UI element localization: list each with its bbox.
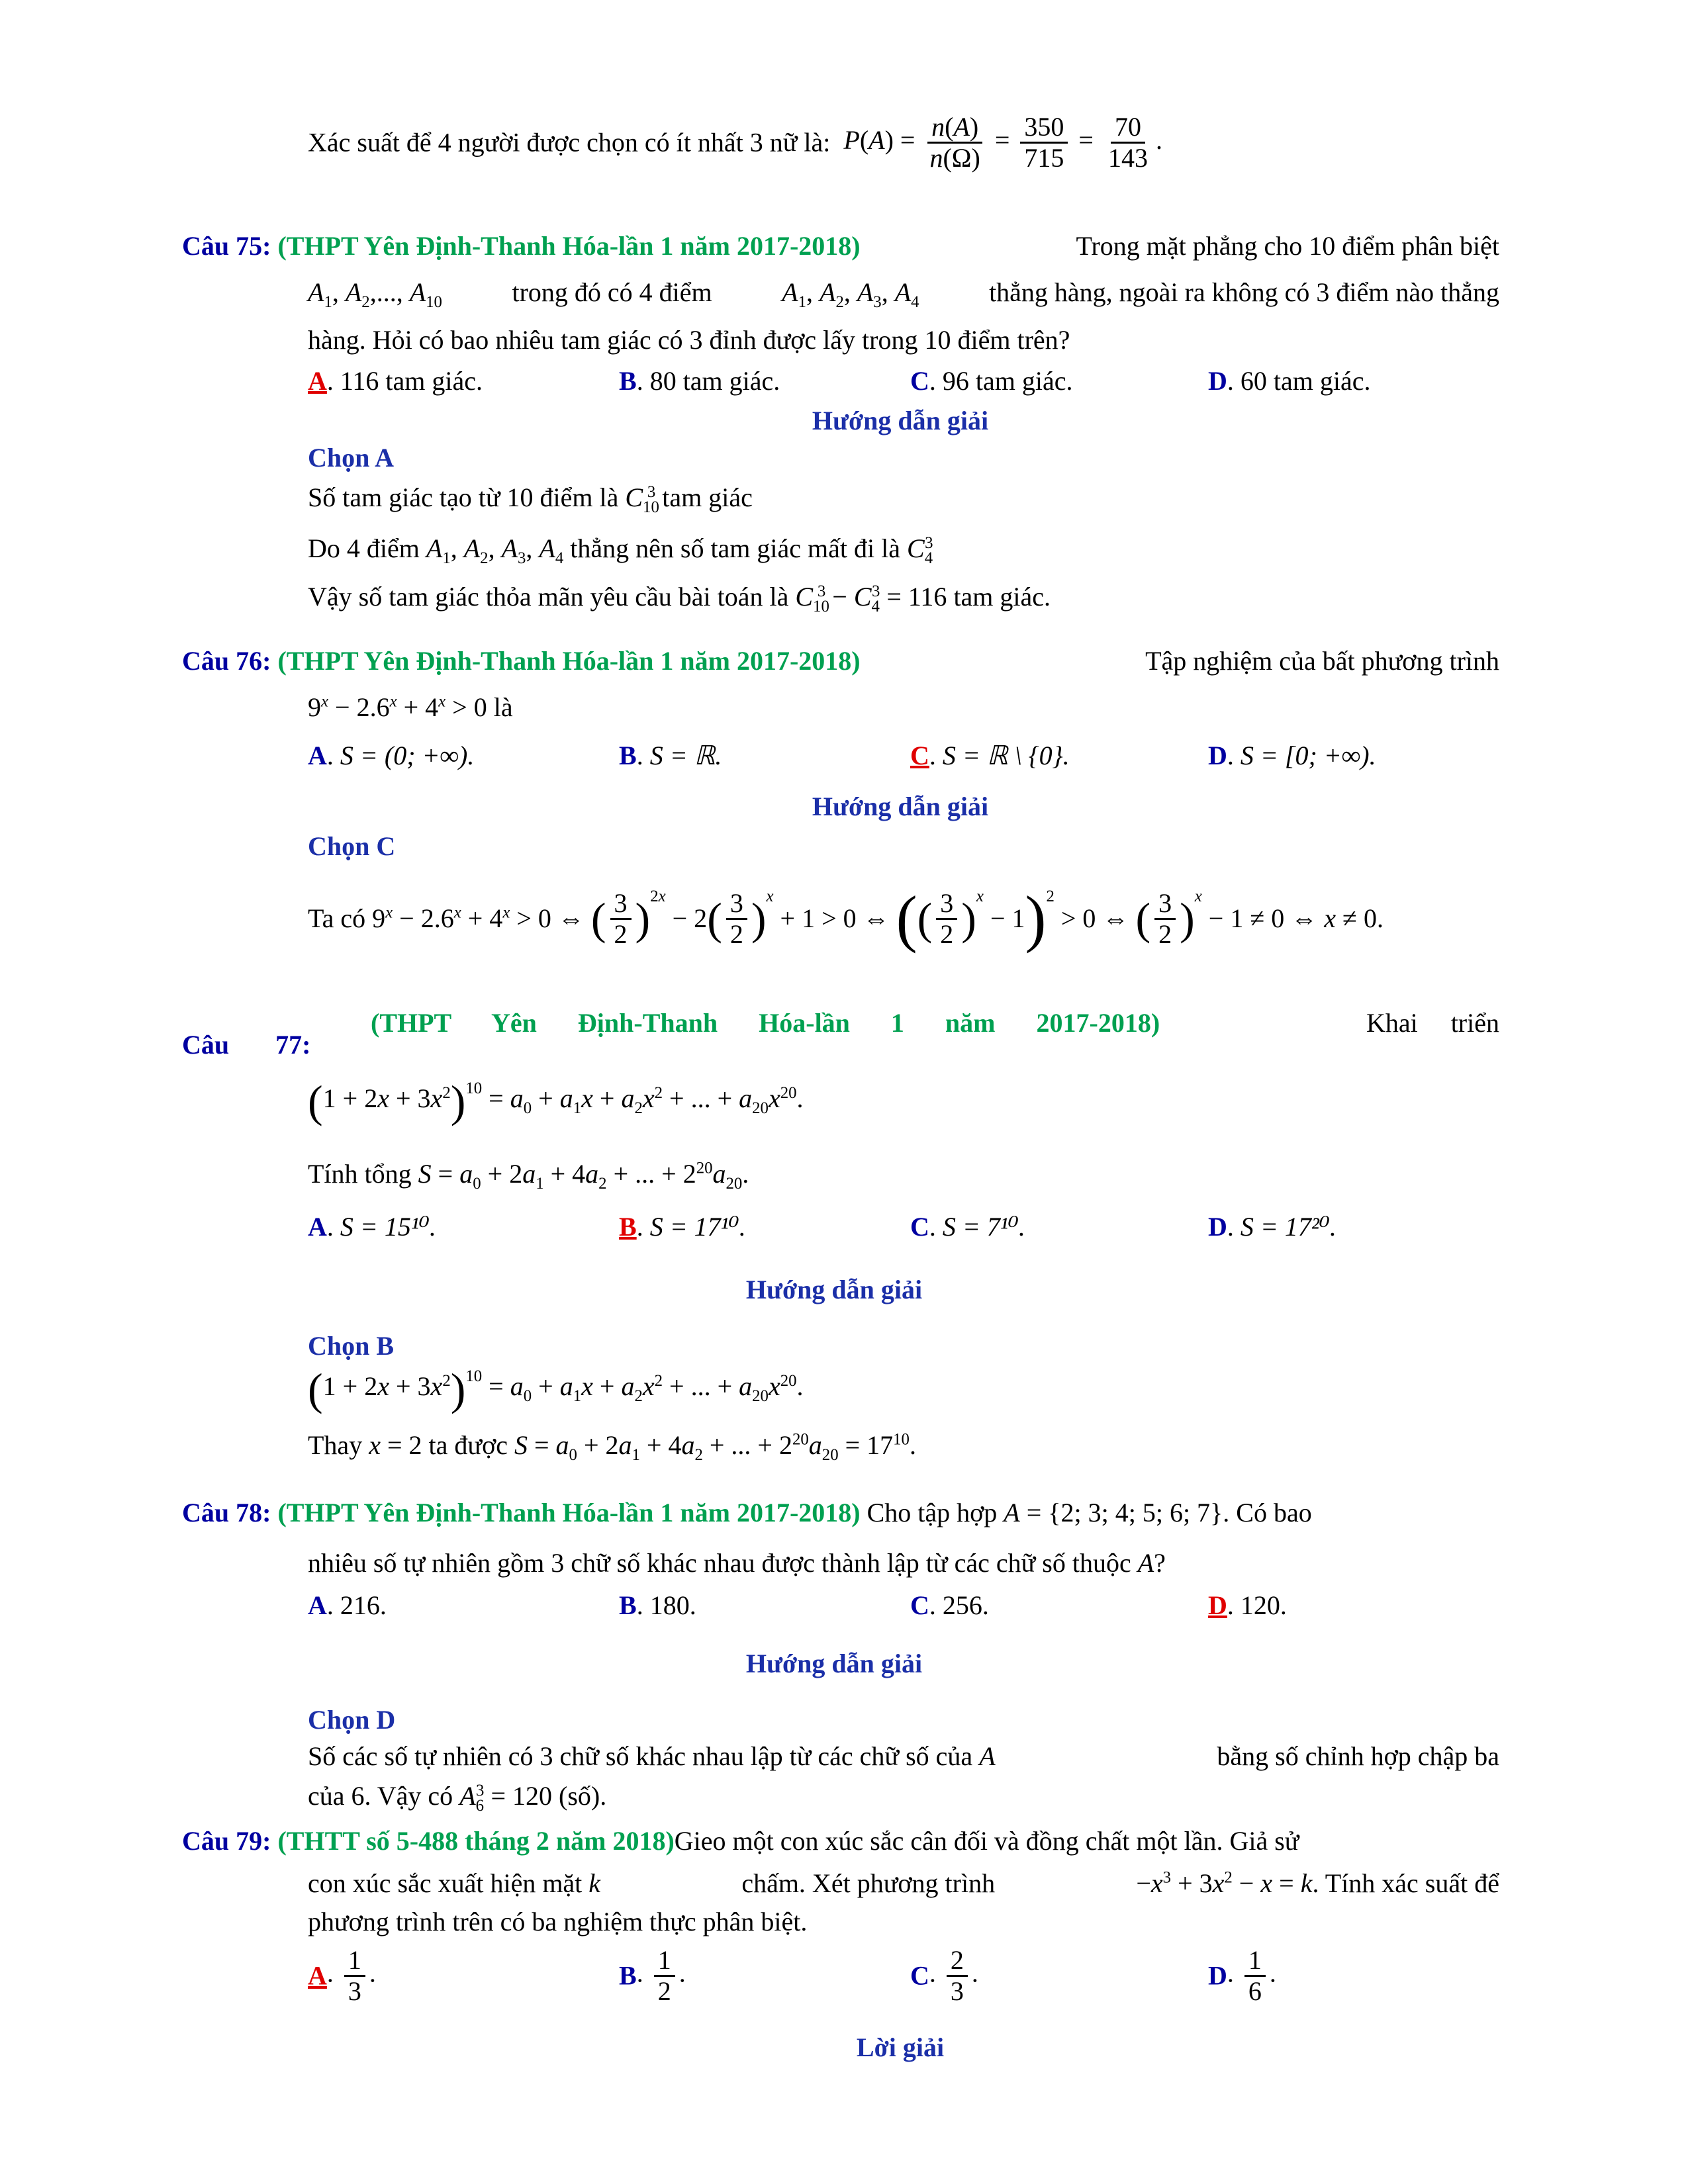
q75-stem-2a: trong đó có 4 điểm	[512, 277, 712, 307]
q76-option-c[interactable]: C. S = ℝ \ {0}.	[910, 741, 1070, 770]
q75-line2	[308, 277, 1499, 312]
q75-solution-2: Do 4 điểm $A_1$, $A_2$, $A_3$, $A_4$ thẳng nên số tam giác mất đi là $C_4^3$	[308, 533, 933, 567]
q78-stem-2: nhiêu số tự nhiên gồm 3 chữ số khác nhau được thành lập từ các chữ số thuộc A?	[308, 1548, 1166, 1578]
q79-solution-heading: Lời giải	[856, 2032, 945, 2062]
q79-stem-3: phương trình trên có ba nghiệm thực phân biệt.	[308, 1907, 808, 1936]
q78-option-d[interactable]: D. 120.	[1208, 1590, 1287, 1620]
q76-option-a[interactable]: A. S = (0; +∞).	[308, 741, 475, 770]
q78-option-a[interactable]: A. 216.	[308, 1590, 387, 1620]
q76-line1	[182, 645, 1499, 677]
q75-solution-1: Số tam giác tạo từ 10 điểm là $C_{10}^3$ tam giác	[308, 482, 753, 516]
q75-number: Câu 75:	[182, 231, 271, 261]
q75-solution-3: Vậy số tam giác thỏa mãn yêu cầu bài toán là $C_{10}^3 - C_4^3 = 116$ tam giác.	[308, 582, 1051, 615]
q77-solution-heading: Hướng dẫn giải	[745, 1275, 923, 1304]
q77-solution-2: Thay x = 2 ta được $S = a_0 + 2a_1 + 4a_2$ + ... + $2^{20}a_{20} = 17^{10}$.	[308, 1430, 916, 1464]
q75-points-math: $A_1$, $A_2$,..., $A_{10}$	[308, 277, 442, 311]
q76-number: Câu 76:	[182, 646, 271, 676]
q75-stem-2b: thẳng hàng, ngoài ra không có 3 điểm nào thẳng	[989, 277, 1499, 307]
q77-solution-1: $(1 + 2x + 3x^2)^{10} = a_0 + a_1x + a_2x^2$ + ... + $a_{20}x^{20}$.	[308, 1364, 804, 1414]
q78-solution-2: của 6. Vậy có $A_6^3 = 120$ (số).	[308, 1781, 607, 1815]
q77-source: (THPT Yên Định-Thanh Hóa-lần 1 năm 2017-2018)	[371, 1008, 1160, 1038]
q79-option-b[interactable]: B. $\frac{1}{2}$ .	[619, 1945, 686, 2006]
q76-option-d[interactable]: D. S = [0; +∞).	[1208, 741, 1376, 770]
q79-stem-1: Gieo một con xúc sắc cân đối và đồng chất một lần. Giả sử	[674, 1826, 1299, 1856]
q75-points4-math: $A_1$, $A_2$, $A_3$, $A_4$	[782, 277, 919, 311]
q79-line1	[182, 1825, 1499, 1857]
q78-stem-1: Cho tập hợp	[867, 1498, 998, 1527]
q78-solution-heading: Hướng dẫn giải	[745, 1649, 923, 1678]
q77-answer: Chọn B	[308, 1331, 395, 1361]
q77-option-b[interactable]: B. S = 17¹⁰.	[619, 1212, 746, 1242]
intro-formula: P(A) = $\frac{n(A)}{n(\Omega)}$ = $\frac{350}{715}$ = $\frac{70}{143}$ .	[843, 112, 1162, 173]
q77-stem-3: Tính tổng $S = a_0 + 2a_1 + 4a_2$ + ... + $2^{20}a_{20}$.	[308, 1159, 749, 1193]
q75-option-d[interactable]: D. 60 tam giác.	[1208, 366, 1371, 396]
q75-line1	[182, 230, 1499, 262]
q78-solution-1: Số các số tự nhiên có 3 chữ số khác nhau lập từ các chữ số của A bằng số chỉnh hợp chập ba	[308, 1741, 1499, 1771]
q78-option-b[interactable]: B. 180.	[619, 1590, 696, 1620]
q78-source: (THPT Yên Định-Thanh Hóa-lần 1 năm 2017-2018)	[277, 1498, 861, 1527]
q77-option-c[interactable]: C. S = 7¹⁰.	[910, 1212, 1025, 1242]
q75-source: (THPT Yên Định-Thanh Hóa-lần 1 năm 2017-2018)	[277, 231, 861, 261]
q79-option-d[interactable]: D. $\frac{1}{6}$ .	[1208, 1945, 1276, 2006]
q76-answer: Chọn C	[308, 831, 396, 861]
q75-answer: Chọn A	[308, 443, 395, 473]
q79-option-a[interactable]: A. $\frac{1}{3}$ .	[308, 1945, 376, 2006]
q75-option-c[interactable]: C. 96 tam giác.	[910, 366, 1073, 396]
q77-option-d[interactable]: D. S = 17²⁰.	[1208, 1212, 1336, 1242]
q77-number: Câu 77:	[182, 1030, 311, 1060]
q77-option-a[interactable]: A. S = 15¹⁰.	[308, 1212, 436, 1242]
q76-stem-1: Tập nghiệm của bất phương trình	[1145, 646, 1499, 676]
q75-stem-1: Trong mặt phẳng cho 10 điểm phân biệt	[1076, 231, 1499, 261]
q75-stem-3: hàng. Hỏi có bao nhiêu tam giác có 3 đỉnh được lấy trong 10 điểm trên?	[308, 325, 1070, 355]
q77-stem-1: Khai triển	[1366, 1008, 1499, 1038]
q75-option-a[interactable]: A. 116 tam giác.	[308, 366, 483, 396]
q76-source: (THPT Yên Định-Thanh Hóa-lần 1 năm 2017-2018)	[277, 646, 861, 676]
q76-stem-2: $9^x - 2.6^x + 4^x > 0$ là	[308, 692, 513, 722]
q77-expansion: $(1 + 2x + 3x^2)^{10} = a_0 + a_1x + a_2x^2$ + ... + $a_{20}x^{20}$.	[308, 1076, 804, 1126]
q77-line1	[371, 1007, 1499, 1039]
q76-solution-1: Ta có $9^x - 2.6^x + 4^x > 0$ ⇔ ( $\frac{3}{2}$ )$^{2x}$ − 2( $\frac{3}{2}$ )$^x$ + 1 > 0 ⇔ (( $\frac{3}{2}$ )$^x$ − 1)$^2$ > 0 ⇔ ( $\frac{3}{2}$ )$^x$ − 1 ≠ 0 ⇔ x ≠ 0.	[308, 883, 1383, 954]
q78-option-c[interactable]: C. 256.	[910, 1590, 989, 1620]
q75-solution-heading: Hướng dẫn giải	[812, 406, 989, 435]
q76-solution-heading: Hướng dẫn giải	[812, 792, 989, 821]
q79-line2: con xúc sắc xuất hiện mặt k chấm. Xét phương trình $-x^3 + 3x^2 - x = k$. Tính xác suất để	[308, 1868, 1499, 1898]
q78-line1: Câu 78: (THPT Yên Định-Thanh Hóa-lần 1 năm 2017-2018) Cho tập hợp A = {2; 3; 4; 5; 6; 7}. Có bao	[182, 1498, 1312, 1527]
q76-option-b[interactable]: B. S = ℝ.	[619, 741, 722, 770]
q75-option-b[interactable]: B. 80 tam giác.	[619, 366, 780, 396]
q78-number: Câu 78:	[182, 1498, 271, 1527]
q79-source: (THTT số 5-488 tháng 2 năm 2018)	[277, 1826, 675, 1856]
q78-answer: Chọn D	[308, 1705, 396, 1735]
intro-line	[308, 113, 1162, 173]
q79-number: Câu 79:	[182, 1826, 271, 1856]
intro-text: Xác suất để 4 người được chọn có ít nhất 3 nữ là:	[308, 127, 831, 158]
q79-option-c[interactable]: C. $\frac{2}{3}$ .	[910, 1945, 978, 2006]
